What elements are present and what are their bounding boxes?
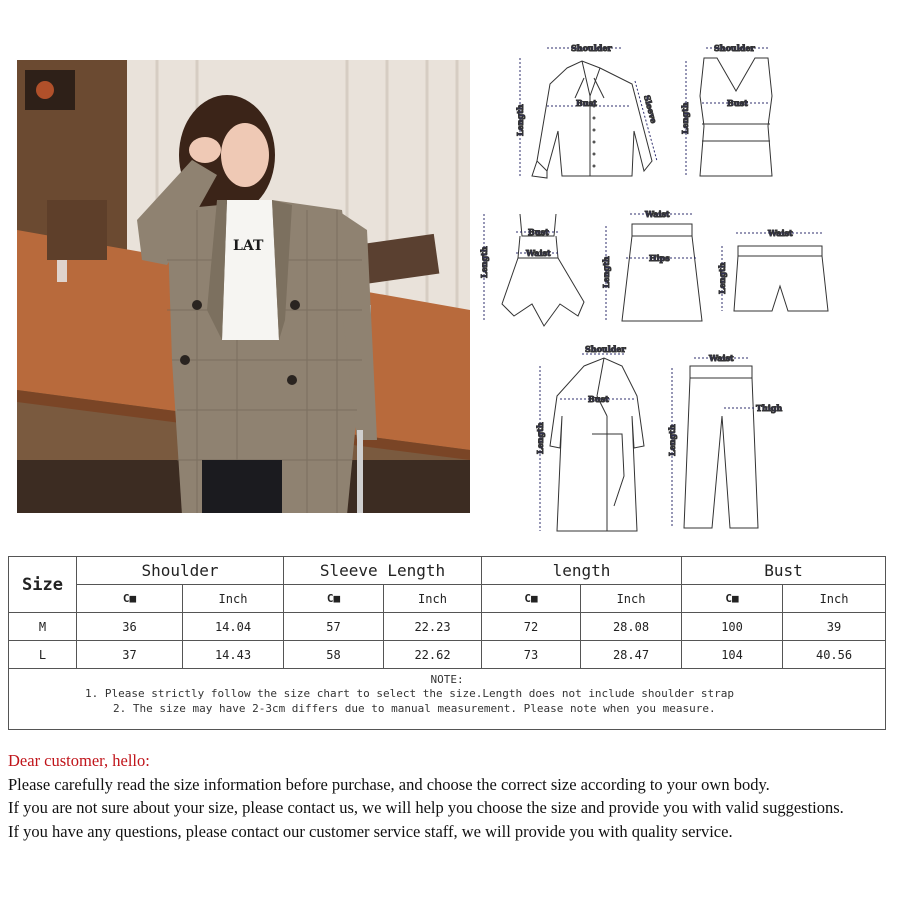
table-cell: 72 bbox=[482, 613, 581, 641]
message-line-2: If you are not sure about your size, please contact us, we will help you choose the size and provide you with valid suggestions. bbox=[8, 798, 844, 817]
shorts-diagram bbox=[717, 228, 828, 311]
pants-thigh-label: Thigh bbox=[756, 403, 783, 413]
pants-waist-label: Waist bbox=[709, 353, 734, 363]
vest-diagram bbox=[680, 43, 772, 176]
vest-length-label: Length bbox=[680, 102, 690, 134]
skirt-length-label: Length bbox=[601, 256, 611, 288]
table-cell: 22.62 bbox=[384, 641, 482, 669]
unit-cm: C■ bbox=[682, 585, 783, 613]
table-cell: 73 bbox=[482, 641, 581, 669]
size-cell: M bbox=[9, 613, 77, 641]
blouse-bust-label: Bust bbox=[576, 98, 597, 108]
unit-inch: Inch bbox=[783, 585, 886, 613]
table-row bbox=[9, 641, 886, 669]
dress-diagram bbox=[479, 214, 584, 326]
sleeve-length-header: Sleeve Length bbox=[284, 557, 482, 585]
shorts-waist-label: Waist bbox=[768, 228, 793, 238]
shorts-length-label: Length bbox=[717, 262, 727, 294]
table-cell: 14.04 bbox=[183, 613, 284, 641]
blouse-sleeve-label: Sleeve bbox=[642, 93, 660, 125]
unit-inch: Inch bbox=[384, 585, 482, 613]
vest-bust-label: Bust bbox=[727, 98, 748, 108]
note-line-2: 2. The size may have 2-3cm differs due to manual measurement. Please note when you measure. bbox=[113, 702, 716, 715]
table-cell: 100 bbox=[682, 613, 783, 641]
message-line-3: If you have any questions, please contact our customer service staff, we will provide you with quality service. bbox=[8, 821, 733, 841]
table-row bbox=[9, 613, 886, 641]
size-cell: L bbox=[9, 641, 77, 669]
greeting-text: Dear customer, hello: bbox=[8, 751, 150, 770]
table-cell: 39 bbox=[783, 613, 886, 641]
blouse-length-label: Length bbox=[515, 104, 525, 136]
skirt-hips-label: Hips bbox=[649, 253, 670, 263]
unit-cm: C■ bbox=[77, 585, 183, 613]
bust-header: Bust bbox=[682, 557, 886, 585]
table-cell: 22.23 bbox=[384, 613, 482, 641]
table-cell: 28.08 bbox=[581, 613, 682, 641]
table-cell: 28.47 bbox=[581, 641, 682, 669]
size-column-header: Size bbox=[9, 557, 77, 613]
shirt-print-text: LAT bbox=[233, 238, 264, 254]
product-photo bbox=[17, 60, 470, 513]
table-cell: 58 bbox=[284, 641, 384, 669]
table-cell: 40.56 bbox=[783, 641, 886, 669]
size-chart-table bbox=[8, 556, 886, 730]
message-line-1: Please carefully read the size information before purchase, and choose the correct size according to your own body. bbox=[8, 774, 770, 794]
blouse-diagram bbox=[515, 43, 659, 178]
shoulder-header: Shoulder bbox=[77, 557, 284, 585]
table-cell: 57 bbox=[284, 613, 384, 641]
coat-length-label: Length bbox=[535, 422, 545, 454]
note-line-1: 1. Please strictly follow the size chart to select the size.Length does not include shoulder strap bbox=[85, 687, 735, 700]
coat-bust-label: Bust bbox=[588, 394, 609, 404]
dress-waist-label: Waist bbox=[526, 248, 551, 258]
note-title: NOTE: bbox=[430, 673, 464, 686]
skirt-diagram bbox=[601, 209, 702, 321]
dress-length-label: Length bbox=[479, 246, 489, 278]
note-row bbox=[9, 669, 886, 730]
pants-diagram bbox=[667, 353, 782, 528]
table-header-row bbox=[9, 557, 886, 585]
skirt-waist-label: Waist bbox=[645, 209, 670, 219]
customer-message bbox=[8, 749, 896, 843]
coat-diagram bbox=[535, 344, 644, 531]
table-unit-row bbox=[9, 585, 886, 613]
table-cell: 37 bbox=[77, 641, 183, 669]
coat-shoulder-label: Shoulder bbox=[585, 344, 626, 354]
length-header: length bbox=[482, 557, 682, 585]
measurement-diagrams bbox=[472, 36, 892, 536]
unit-inch: Inch bbox=[581, 585, 682, 613]
vest-shoulder-label: Shoulder bbox=[714, 43, 755, 53]
note-cell bbox=[9, 669, 886, 730]
unit-inch: Inch bbox=[183, 585, 284, 613]
dress-bust-label: Bust bbox=[528, 227, 549, 237]
table-cell: 36 bbox=[77, 613, 183, 641]
table-cell: 14.43 bbox=[183, 641, 284, 669]
blouse-shoulder-label: Shoulder bbox=[571, 43, 612, 53]
pants-length-label: Length bbox=[667, 424, 677, 456]
unit-cm: C■ bbox=[482, 585, 581, 613]
table-cell: 104 bbox=[682, 641, 783, 669]
unit-cm: C■ bbox=[284, 585, 384, 613]
